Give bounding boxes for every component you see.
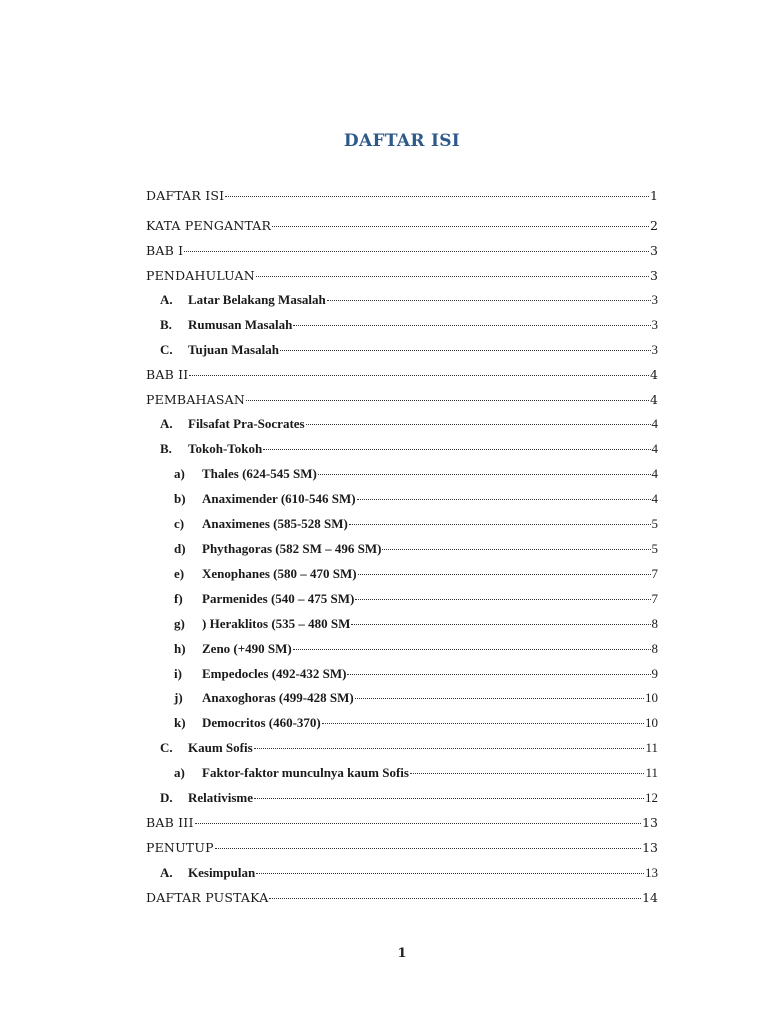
toc-entry-label: Anaximenes (585-528 SM) — [202, 516, 348, 531]
toc-entry-page: 12 — [645, 790, 658, 805]
dot-leader — [293, 324, 650, 326]
toc-entry-page: 1 — [650, 188, 658, 203]
toc-entry[interactable] — [146, 813, 658, 833]
toc-title: DAFTAR ISI — [343, 131, 461, 151]
toc-entry-page: 4 — [651, 491, 658, 506]
dot-leader — [347, 673, 650, 675]
toc-entry-page: 10 — [645, 690, 658, 705]
toc-entry-label: Faktor-faktor munculnya kaum Sofis — [202, 765, 409, 780]
dot-leader — [225, 195, 649, 197]
toc-entry-label: Filsafat Pra-Socrates — [188, 416, 305, 431]
dot-leader — [256, 275, 649, 277]
toc-entry-page: 2 — [650, 218, 658, 233]
toc-entry-label: Tokoh-Tokoh — [188, 441, 263, 456]
toc-entry-number: d) — [174, 541, 186, 556]
toc-entry[interactable] — [146, 539, 658, 559]
toc-entry-page: 5 — [651, 516, 658, 531]
toc-entry-page: 7 — [651, 566, 658, 581]
toc-entry-number: B. — [160, 317, 172, 332]
toc-entry-number: A. — [160, 292, 173, 307]
toc-entry[interactable] — [146, 439, 658, 459]
dot-leader — [355, 697, 644, 699]
dot-leader — [189, 374, 649, 376]
toc-entry[interactable] — [146, 863, 658, 883]
dot-leader — [349, 523, 651, 525]
toc-entry-page: 4 — [650, 392, 658, 407]
toc-entry-page: 7 — [651, 591, 658, 606]
toc-entry-label: Empedocles (492-432 SM) — [202, 666, 347, 681]
toc-entry[interactable] — [146, 186, 658, 206]
toc-entry[interactable] — [146, 639, 658, 659]
toc-entry-number: e) — [174, 566, 185, 581]
dot-leader — [254, 747, 645, 749]
toc-entry-label: Latar Belakang Masalah — [188, 292, 326, 307]
toc-entry[interactable] — [146, 614, 658, 634]
toc-entry[interactable] — [146, 713, 658, 733]
toc-entry[interactable] — [146, 365, 658, 385]
dot-leader — [254, 797, 644, 799]
dot-leader — [269, 897, 641, 899]
toc-entry-page: 8 — [651, 616, 658, 631]
toc-entry-label: ) Heraklitos (535 – 480 SM — [202, 616, 351, 631]
toc-entry-label: Zeno (+490 SM) — [202, 641, 292, 656]
toc-entry-page: 13 — [642, 840, 658, 855]
toc-entry-page: 4 — [651, 416, 658, 431]
toc-entry[interactable] — [146, 216, 658, 236]
dot-leader — [357, 498, 651, 500]
toc-entry-label: Kesimpulan — [188, 865, 256, 880]
toc-entry[interactable] — [146, 688, 658, 708]
toc-entry-number: h) — [174, 641, 186, 656]
dot-leader — [322, 722, 644, 724]
dot-leader — [256, 872, 644, 874]
dot-leader — [410, 772, 645, 774]
toc-entry-label: Xenophanes (580 – 470 SM) — [202, 566, 357, 581]
toc-entry-number: a) — [174, 765, 185, 780]
toc-entry[interactable] — [146, 266, 658, 286]
toc-entry[interactable] — [146, 888, 658, 908]
toc-entry-number: C. — [160, 740, 173, 755]
toc-entry-page: 3 — [650, 243, 658, 258]
dot-leader — [263, 448, 650, 450]
dot-leader — [246, 399, 649, 401]
toc-entry-number: A. — [160, 865, 173, 880]
toc-entry-page: 13 — [645, 865, 658, 880]
toc-entry[interactable] — [146, 315, 658, 335]
toc-entry-page: 3 — [651, 342, 658, 357]
toc-entry-label: Anaximender (610-546 SM) — [202, 491, 356, 506]
toc-entry[interactable] — [146, 838, 658, 858]
toc-entry-page: 9 — [651, 666, 658, 681]
toc-entry[interactable] — [146, 664, 658, 684]
dot-leader — [318, 473, 651, 475]
toc-entry-number: f) — [174, 591, 183, 606]
toc-entry-number: k) — [174, 715, 186, 730]
toc-entry-label: Parmenides (540 – 475 SM) — [202, 591, 355, 606]
dot-leader — [358, 573, 651, 575]
toc-entry[interactable] — [146, 464, 658, 484]
toc-entry-label: BAB II — [146, 367, 189, 382]
toc-entry[interactable] — [146, 589, 658, 609]
toc-entry-page: 3 — [650, 268, 658, 283]
dot-leader — [327, 299, 651, 301]
dot-leader — [351, 623, 650, 625]
toc-entry[interactable] — [146, 290, 658, 310]
toc-entry-page: 5 — [651, 541, 658, 556]
toc-entry-number: b) — [174, 491, 186, 506]
toc-entry-label: Kaum Sofis — [188, 740, 253, 755]
toc-entry-number: g) — [174, 616, 185, 631]
toc-entry-page: 10 — [645, 715, 658, 730]
toc-entry-page: 4 — [651, 441, 658, 456]
toc-entry-label: Anaxoghoras (499-428 SM) — [202, 690, 354, 705]
toc-entry[interactable] — [146, 414, 658, 434]
toc-entry-number: A. — [160, 416, 173, 431]
toc-entry-label: KATA PENGANTAR — [146, 218, 272, 233]
toc-entry[interactable] — [146, 564, 658, 584]
toc-entry-label: Thales (624-545 SM) — [202, 466, 317, 481]
toc-entry-number: D. — [160, 790, 173, 805]
toc-entry-page: 11 — [645, 765, 658, 780]
toc-entry-page: 14 — [642, 890, 658, 905]
dot-leader — [280, 349, 651, 351]
toc-entry[interactable] — [146, 788, 658, 808]
toc-entry-number: c) — [174, 516, 185, 531]
toc-entry-label: BAB III — [146, 815, 194, 830]
toc-entry-page: 3 — [651, 292, 658, 307]
toc-entry-page: 3 — [651, 317, 658, 332]
toc-entry-number: j) — [174, 690, 183, 705]
dot-leader — [272, 225, 649, 227]
toc-entry-label: Relativisme — [188, 790, 253, 805]
toc-entry-label: PEMBAHASAN — [146, 392, 246, 407]
toc-entry-number: B. — [160, 441, 172, 456]
toc-entry-label: BAB I — [146, 243, 184, 258]
toc-entry-label: Phythagoras (582 SM – 496 SM) — [202, 541, 382, 556]
dot-leader — [184, 250, 649, 252]
toc-entry-page: 13 — [642, 815, 658, 830]
toc-entry-page: 4 — [651, 466, 658, 481]
toc-entry-label: Democritos (460-370) — [202, 715, 321, 730]
toc-entry-page: 11 — [645, 740, 658, 755]
dot-leader — [293, 648, 651, 650]
toc-entry[interactable] — [146, 390, 658, 410]
toc-entry-page: 8 — [651, 641, 658, 656]
toc-entry-label: PENDAHULUAN — [146, 268, 255, 283]
toc-entry-label: DAFTAR PUSTAKA — [146, 890, 269, 905]
dot-leader — [215, 847, 641, 849]
toc-entry-number: C. — [160, 342, 173, 357]
dot-leader — [355, 598, 650, 600]
toc-entry[interactable] — [146, 340, 658, 360]
toc-entry[interactable] — [146, 738, 658, 758]
toc-entry-page: 4 — [650, 367, 658, 382]
toc-entry-label: PENUTUP — [146, 840, 214, 855]
toc-entry-label: Tujuan Masalah — [188, 342, 279, 357]
dot-leader — [306, 423, 651, 425]
toc-entry[interactable] — [146, 489, 658, 509]
toc-entry[interactable] — [146, 763, 658, 783]
toc-entry-number: i) — [174, 666, 182, 681]
toc-entry-label: DAFTAR ISI — [146, 188, 225, 203]
dot-leader — [195, 822, 642, 824]
dot-leader — [382, 548, 650, 550]
toc-entry[interactable] — [146, 514, 658, 534]
toc-entry[interactable] — [146, 241, 658, 261]
footer-page-number: 1 — [397, 946, 407, 961]
toc-entry-label: Rumusan Masalah — [188, 317, 293, 332]
toc-entry-number: a) — [174, 466, 185, 481]
